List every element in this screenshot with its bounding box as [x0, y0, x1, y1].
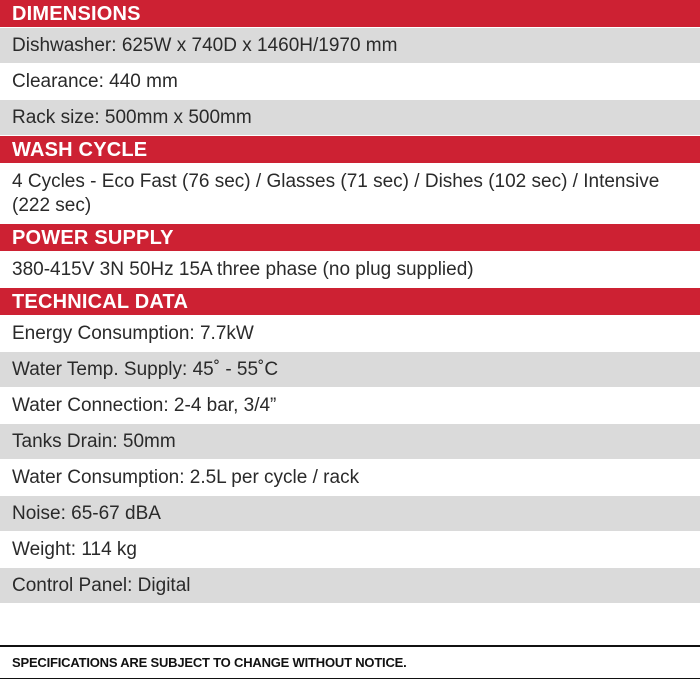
spec-row-energy-consumption: Energy Consumption: 7.7kW — [0, 316, 700, 352]
spec-row-tanks-drain: Tanks Drain: 50mm — [0, 424, 700, 460]
section-heading-technical-data: TECHNICAL DATA — [0, 288, 700, 316]
spec-row-power-supply: 380-415V 3N 50Hz 15A three phase (no plug supplied) — [0, 252, 700, 288]
spec-row-water-connection: Water Connection: 2-4 bar, 3/4” — [0, 388, 700, 424]
spec-row-water-temp: Water Temp. Supply: 45˚ - 55˚C — [0, 352, 700, 388]
spec-row-rack-size: Rack size: 500mm x 500mm — [0, 100, 700, 136]
spec-row-noise: Noise: 65-67 dBA — [0, 496, 700, 532]
section-heading-wash-cycle: WASH CYCLE — [0, 136, 700, 164]
spec-row-clearance: Clearance: 440 mm — [0, 64, 700, 100]
footer-notice: SPECIFICATIONS ARE SUBJECT TO CHANGE WITHOUT NOTICE. — [0, 645, 700, 679]
section-heading-power-supply: POWER SUPPLY — [0, 224, 700, 252]
spec-row-weight: Weight: 114 kg — [0, 532, 700, 568]
spec-row-control-panel: Control Panel: Digital — [0, 568, 700, 604]
spec-row-dishwasher-size: Dishwasher: 625W x 740D x 1460H/1970 mm — [0, 28, 700, 64]
spec-row-wash-cycles: 4 Cycles - Eco Fast (76 sec) / Glasses (71 sec) / Dishes (102 sec) / Intensive (222 sec) — [0, 164, 700, 224]
spec-row-water-consumption: Water Consumption: 2.5L per cycle / rack — [0, 460, 700, 496]
section-heading-dimensions: DIMENSIONS — [0, 0, 700, 28]
